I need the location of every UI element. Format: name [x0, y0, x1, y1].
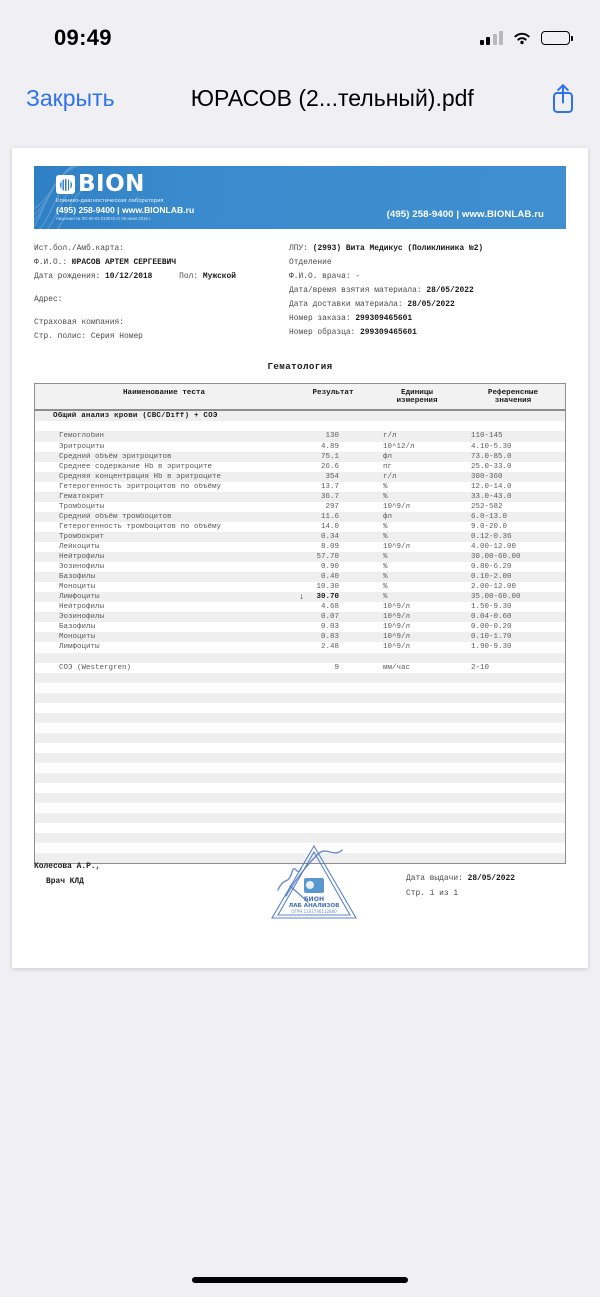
cell-test-name: Нейтрофилы [59, 553, 105, 562]
cell-unit: 10^12/л [383, 442, 415, 451]
table-row [35, 572, 565, 582]
cell-reference-range: 2.00-12.00 [471, 583, 517, 592]
col-header-result: Результат [312, 389, 354, 398]
field-doctor-name: Ф.И.О. врача: - [289, 272, 361, 282]
table-row [35, 562, 565, 572]
table-header-row [35, 384, 565, 411]
field-case-card: Ист.бол./Амб.карта: [34, 244, 124, 253]
result-value: 30.70 [316, 593, 339, 602]
result-value: 14.0 [320, 522, 339, 531]
result-value: 0.07 [320, 613, 339, 622]
table-empty-row [35, 753, 565, 763]
patient-info-block [34, 242, 566, 344]
cell-reference-range: 35.00-60.00 [471, 593, 521, 602]
signature-icon [278, 850, 342, 902]
laboratory-stamp-icon [264, 838, 364, 930]
cell-reference-range: 0.12-0.36 [471, 532, 512, 541]
cell-reference-range: 9.0-20.0 [471, 522, 508, 531]
result-value: 8.09 [320, 543, 339, 551]
svg-text:ЛАБ АНАЛИЗОВ: ЛАБ АНАЛИЗОВ [288, 903, 340, 909]
cell-reference-range: 1.50-9.30 [471, 603, 512, 612]
result-value: 10.30 [316, 583, 339, 592]
cell-unit: 10^9/л [383, 502, 411, 511]
cell-result [293, 493, 373, 501]
home-indicator[interactable] [192, 1277, 408, 1283]
cell-reference-range: 12.0-14.0 [471, 482, 512, 491]
result-value: 0.34 [320, 532, 339, 541]
cell-test-name: Лимфоциты [59, 593, 100, 602]
result-value: 57.70 [316, 553, 339, 562]
cell-result [293, 603, 373, 611]
cell-unit: % [383, 553, 388, 562]
table-row [35, 663, 565, 673]
cell-unit: % [383, 532, 388, 541]
cell-result [293, 573, 373, 581]
patient-info-right [289, 242, 566, 344]
field-sample-number: Номер образца: 299309465601 [289, 328, 417, 338]
table-empty-row [35, 743, 565, 753]
cell-unit: % [383, 482, 388, 491]
document-footer [12, 848, 588, 968]
table-row [35, 592, 565, 602]
wifi-icon [512, 31, 532, 46]
cell-result [293, 513, 373, 521]
cell-reference-range: 0.10-2.00 [471, 573, 512, 582]
share-icon[interactable] [550, 82, 576, 114]
table-empty-row [35, 703, 565, 713]
navigation-bar [0, 62, 600, 134]
status-time: 09:49 [54, 25, 112, 50]
cell-result [293, 523, 373, 531]
cell-test-name: Эозинофилы [59, 613, 105, 622]
cell-unit: мм/час [383, 663, 411, 672]
field-department: Отделение [289, 258, 332, 268]
field-order-number: Номер заказа: 299309465601 [289, 314, 413, 324]
table-row [35, 502, 565, 512]
cell-unit: 10^9/л [383, 603, 411, 612]
table-row [35, 472, 565, 482]
pdf-scroll-view[interactable] [0, 134, 600, 1297]
cell-result [293, 563, 373, 571]
result-value: 130 [325, 432, 339, 441]
page-title: ЮРАСОВ (2...тельный).pdf [190, 84, 474, 111]
cell-test-name: Лейкоциты [59, 543, 100, 551]
cell-test-name: Среднее содержание Hb в эритроците [59, 462, 213, 471]
table-row [35, 431, 565, 441]
section-title: Гематология [267, 361, 333, 373]
cell-reference-range: 252-582 [471, 502, 503, 511]
svg-text:ОГРН 1187746112880: ОГРН 1187746112880 [291, 909, 337, 914]
result-value: 354 [325, 472, 339, 481]
cell-result [293, 533, 373, 541]
field-address: Адрес: [34, 295, 63, 305]
cell-unit: 10^9/л [383, 613, 411, 622]
table-empty-row [35, 713, 565, 723]
field-insurance-policy: Стр. полис: Серия Номер [34, 332, 143, 342]
cell-reference-range: 4.10-5.30 [471, 442, 512, 451]
col-header-test-name: Наименование теста [122, 389, 206, 398]
field-birthdate: Дата рождения: 10/12/2018 Пол: Мужской [34, 272, 237, 282]
table-row [35, 512, 565, 522]
result-value: 11.6 [320, 512, 339, 521]
cell-test-name: Гетерогенность тромбоцитов по объёму [59, 522, 222, 531]
cell-test-name: Гетерогенность эритроцитов по объёму [59, 482, 222, 491]
cell-test-name: Гемоглобин [59, 432, 105, 441]
result-value: 2.48 [320, 643, 339, 652]
col-header-unit: Единицы измерения [396, 389, 438, 406]
lab-header-banner [34, 166, 566, 229]
cell-unit: 10^9/л [383, 643, 411, 652]
lab-contact: (495) 258-9400 | www.BIONLAB.ru [56, 204, 195, 215]
table-row [35, 482, 565, 492]
table-row [35, 622, 565, 632]
cell-unit: 10^9/л [383, 543, 411, 551]
cell-result [293, 643, 373, 651]
signatory-block [34, 860, 264, 889]
table-row [35, 552, 565, 562]
cell-result [293, 664, 373, 672]
table-row [35, 632, 565, 642]
cellular-bars-icon [480, 31, 504, 45]
cell-result [293, 463, 373, 471]
cell-reference-range: 33.0-43.0 [471, 492, 512, 501]
cell-result [293, 623, 373, 631]
page-number: Стр. 1 из 1 [406, 888, 459, 898]
cell-result [293, 553, 373, 561]
doctor-name: Колесова А.Р., [34, 862, 101, 871]
result-value: 0.40 [320, 573, 339, 582]
cell-result [293, 473, 373, 481]
result-value: 0.83 [320, 633, 339, 642]
field-delivery-date: Дата доставки материала: 28/05/2022 [289, 300, 455, 310]
cell-test-name: Моноциты [59, 583, 96, 592]
table-empty-row [35, 693, 565, 703]
cell-test-name: Тромбокрит [59, 532, 105, 541]
cell-reference-range: 25.0-33.0 [471, 462, 512, 471]
cell-result [293, 613, 373, 621]
cell-test-name: Моноциты [59, 633, 96, 642]
cell-reference-range: 0.04-0.60 [471, 613, 512, 622]
result-value: 75.1 [320, 452, 339, 461]
cell-test-name: Средний объём эритроцитов [59, 452, 172, 461]
cell-result [293, 432, 373, 440]
table-row [35, 532, 565, 542]
table-row [35, 492, 565, 502]
bion-logo-icon [56, 173, 194, 196]
table-row [35, 642, 565, 652]
patient-info-left [34, 242, 289, 344]
cell-unit: г/л [383, 472, 397, 481]
result-value: 297 [325, 502, 339, 511]
cell-unit: фл [383, 452, 393, 461]
cell-unit: % [383, 492, 388, 501]
result-value: 0.03 [320, 623, 339, 632]
cell-reference-range: 1.90-9.30 [471, 643, 512, 652]
table-row [35, 452, 565, 462]
field-collection-date: Дата/время взятия материала: 28/05/2022 [289, 286, 474, 296]
table-empty-row [35, 793, 565, 803]
table-empty-row [35, 813, 565, 823]
banner-contact: (495) 258-9400 | www.BIONLAB.ru [386, 209, 544, 220]
cell-test-name: Базофилы [59, 573, 96, 582]
table-empty-row [35, 823, 565, 833]
result-value: 9 [334, 663, 339, 672]
cell-result [293, 443, 373, 451]
cell-test-name: Гематокрит [59, 492, 105, 501]
cell-reference-range: 0.80-6.20 [471, 563, 512, 572]
cell-unit: фл [383, 512, 393, 521]
cell-unit: % [383, 563, 388, 572]
issue-date-line: Дата выдачи: 28/05/2022 [406, 874, 515, 883]
cell-test-name: Средний объём тромбоцитов [59, 512, 172, 521]
table-spacer-row [35, 653, 565, 663]
pdf-page [12, 148, 588, 968]
lab-tagline: Клинико-диагностическая лаборатория [56, 197, 164, 204]
col-header-reference: Референсные значения [487, 389, 539, 406]
table-row [35, 602, 565, 612]
cell-result [293, 483, 373, 491]
cell-result [293, 543, 373, 551]
cell-result [293, 633, 373, 641]
cell-test-name: Эозинофилы [59, 563, 105, 572]
result-value: 0.90 [320, 563, 339, 572]
cell-unit: 10^9/л [383, 633, 411, 642]
cell-test-name: СОЭ (Westergren) [59, 663, 132, 672]
issue-block [364, 860, 566, 901]
field-patient-name: Ф.И.О.: ЮРАСОВ АРТЕМ СЕРГЕЕВИЧ [34, 258, 177, 268]
result-value: 13.7 [320, 482, 339, 491]
cell-result [293, 503, 373, 511]
lab-logo-block [56, 173, 194, 221]
table-empty-row [35, 763, 565, 773]
status-bar [0, 0, 600, 62]
table-empty-row [35, 673, 565, 683]
logo-wordmark: BION [78, 171, 145, 197]
cell-unit: г/л [383, 432, 397, 441]
group-label: Общий анализ крови (CBC/Diff) + СОЭ [53, 412, 218, 421]
cell-test-name: Тромбоциты [59, 502, 105, 511]
table-row [35, 522, 565, 532]
cell-reference-range: 6.0-13.0 [471, 512, 508, 521]
cell-unit: % [383, 593, 388, 602]
field-insurance-company: Страховая компания: [34, 318, 124, 328]
table-row [35, 542, 565, 552]
cell-test-name: Базофилы [59, 623, 96, 632]
cell-test-name: Лимфоциты [59, 643, 100, 652]
table-empty-row [35, 733, 565, 743]
result-value: 4.68 [320, 603, 339, 612]
cell-test-name: Эритроциты [59, 442, 105, 451]
table-body [35, 411, 565, 863]
table-empty-row [35, 803, 565, 813]
table-row [35, 462, 565, 472]
result-value: 36.7 [320, 492, 339, 501]
cell-reference-range: 4.00-12.00 [471, 543, 517, 551]
cell-reference-range: 30.00-60.00 [471, 553, 521, 562]
cell-reference-range: 110-145 [471, 432, 503, 441]
table-empty-row [35, 773, 565, 783]
result-value: 26.6 [320, 462, 339, 471]
result-value: 4.89 [320, 442, 339, 451]
svg-text:БИОН: БИОН [303, 896, 325, 903]
cell-result [293, 593, 373, 601]
cell-test-name: Нейтрофилы [59, 603, 105, 612]
table-row [35, 442, 565, 452]
cell-result [293, 583, 373, 591]
cell-unit: 10^9/л [383, 623, 411, 632]
battery-icon [541, 31, 570, 45]
cell-reference-range: 0.00-0.20 [471, 623, 512, 632]
field-clinic: ЛПУ: (2993) Вита Медикус (Поликлиника №2) [289, 244, 484, 253]
table-group-row [35, 411, 565, 421]
cell-test-name: Средняя концентрация Hb в эритроците [59, 472, 222, 481]
cell-reference-range: 0.10-1.70 [471, 633, 512, 642]
cell-unit: % [383, 573, 388, 582]
home-indicator-bar [0, 1263, 600, 1297]
cell-reference-range: 2-10 [471, 663, 490, 672]
lab-license: Лицензия № ЛО-50-01-010978 от 06 июня 2019 г. [56, 215, 152, 221]
table-row [35, 612, 565, 622]
cell-result [293, 453, 373, 461]
table-row [35, 582, 565, 592]
cell-unit: % [383, 583, 388, 592]
table-spacer-row [35, 421, 565, 431]
table-empty-row [35, 783, 565, 793]
cell-reference-range: 300-360 [471, 472, 503, 481]
cell-unit: % [383, 522, 388, 531]
cell-unit: пг [383, 462, 393, 471]
table-empty-row [35, 723, 565, 733]
status-indicators [480, 31, 571, 46]
close-button[interactable]: Закрыть [26, 84, 115, 111]
cell-reference-range: 73.0-85.0 [471, 452, 512, 461]
table-empty-row [35, 683, 565, 693]
doctor-title: Врач КЛД [46, 876, 84, 886]
out-of-range-flag-icon: ↓ [299, 592, 305, 603]
results-table [34, 383, 566, 864]
